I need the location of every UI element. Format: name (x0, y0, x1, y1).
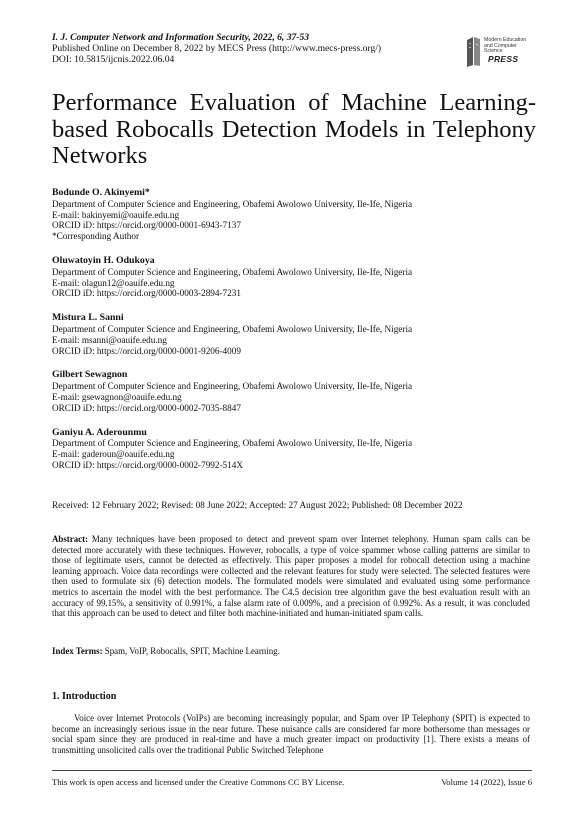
author-email: E-mail: gsewagnon@oauife.edu.ng (52, 391, 182, 402)
paper-title: Performance Evaluation of Machine Learning-based Robocalls Detection Models in Telephony Networks (52, 89, 536, 169)
author-email: E-mail: bakinyemi@oauife.edu.ng (52, 209, 180, 220)
introduction-paragraph: Voice over Internet Protocols (VoIPs) are becoming increasingly popular, and Spam over IP Telephony (SPIT) is expected to become an increasingly serious issue in the near future. These nuisance calls are considered far more bothersome than messages or social spam since they are produced in real-time and have a much greater impact on productivity [1]. There exists a means of transmitting unsolicited calls over the traditional Public Switched Telephone (52, 713, 530, 755)
license-note: This work is open access and licensed under the Creative Commons CC BY License. (52, 777, 345, 787)
corresponding-note: *Corresponding Author (52, 231, 140, 242)
author-name: Ganiyu A. Aderounmu (52, 426, 147, 438)
section-heading-introduction: 1. Introduction (52, 691, 117, 702)
index-terms (52, 646, 280, 656)
submission-dates: Received: 12 February 2022; Revised: 08 June 2022; Accepted: 27 August 2022; Published: 08 December 2022 (52, 500, 463, 510)
author-affiliation: Department of Computer Science and Engineering, Obafemi Awolowo University, Ile-Ife, Nigeria (52, 323, 413, 334)
volume-issue: Volume 14 (2022), Issue 6 (441, 777, 532, 787)
abstract-text: Many techniques have been proposed to detect and prevent spam over Internet telephony. Human spam calls can be detected more accurately with these techniques. However, robocalls, a type of voice spammer whose calling patterns are similar to those of legitimate users, cannot be detected as effectively. This paper proposes a model for robocall detection using a machine learning approach. Voice data recordings were collected and the relevant features for study were selected. The selected features were then used to formulate six (6) detection models. The formulated models were simulated and evaluated using some performance metrics to ascertain the model with the best performance. The C4.5 decision tree algorithm gave the best evaluation result with an accuracy of 99.15%, a sensitivity of 0.991%, a false alarm rate of 0.009%, and a precision of 0.992%. As a result, it was concluded that this approach can be used to detect and filter both machine-initiated and human-initiated spam calls. (52, 534, 530, 619)
author-name: Mistura L. Sanni (52, 312, 124, 324)
logo-text: Modern Education and Computer Science (484, 37, 527, 55)
author-block (52, 188, 532, 242)
logo-press-text: PRESS (488, 54, 519, 64)
index-terms-text: Spam, VoIP, Robocalls, SPIT, Machine Learning. (102, 646, 280, 656)
author-affiliation: Department of Computer Science and Engineering, Obafemi Awolowo University, Ile-Ife, Nigeria (52, 266, 413, 277)
author-email: E-mail: msanni@oauife.edu.ng (52, 334, 167, 345)
book-icon (466, 36, 482, 68)
author-affiliation: Department of Computer Science and Engineering, Obafemi Awolowo University, Ile-Ife, Nigeria (52, 438, 413, 449)
author-block (52, 313, 532, 356)
author-name: Gilbert Sewagnon (52, 369, 128, 381)
author-name: Bodunde O. Akinyemi* (52, 187, 150, 198)
journal-citation: I. J. Computer Network and Information Security, 2022, 6, 37-53 (52, 32, 310, 43)
author-email: E-mail: olagun12@oauife.edu.ng (52, 277, 175, 288)
doi: DOI: 10.5815/ijcnis.2022.06.04 (52, 54, 175, 65)
author-block (52, 428, 532, 471)
author-orcid: ORCID iD: https://orcid.org/0000-0001-6943-7137 (52, 220, 241, 231)
author-affiliation: Department of Computer Science and Engineering, Obafemi Awolowo University, Ile-Ife, Nigeria (52, 381, 413, 392)
abstract-label: Abstract: (52, 534, 88, 544)
author-affiliation: Department of Computer Science and Engineering, Obafemi Awolowo University, Ile-Ife, Nigeria (52, 198, 413, 209)
author-orcid: ORCID iD: https://orcid.org/0000-0001-9206-4009 (52, 345, 241, 356)
author-orcid: ORCID iD: https://orcid.org/0000-0002-7035-8847 (52, 402, 241, 413)
publication-info: Published Online on December 8, 2022 by MECS Press (http://www.mecs-press.org/) (52, 43, 382, 54)
footer-divider (52, 770, 532, 771)
author-block (52, 256, 532, 299)
journal-header (52, 32, 472, 65)
author-orcid: ORCID iD: https://orcid.org/0000-0002-7992-514X (52, 459, 243, 470)
author-email: E-mail: gaderoun@oauife.edu.ng (52, 449, 175, 460)
author-block (52, 370, 532, 413)
author-list (52, 188, 532, 485)
author-name: Oluwatoyin H. Odukoya (52, 254, 155, 266)
index-terms-label: Index Terms: (52, 646, 103, 656)
mecs-press-logo (466, 34, 532, 74)
abstract (52, 534, 530, 619)
author-orcid: ORCID iD: https://orcid.org/0000-0003-2894-7231 (52, 288, 241, 299)
